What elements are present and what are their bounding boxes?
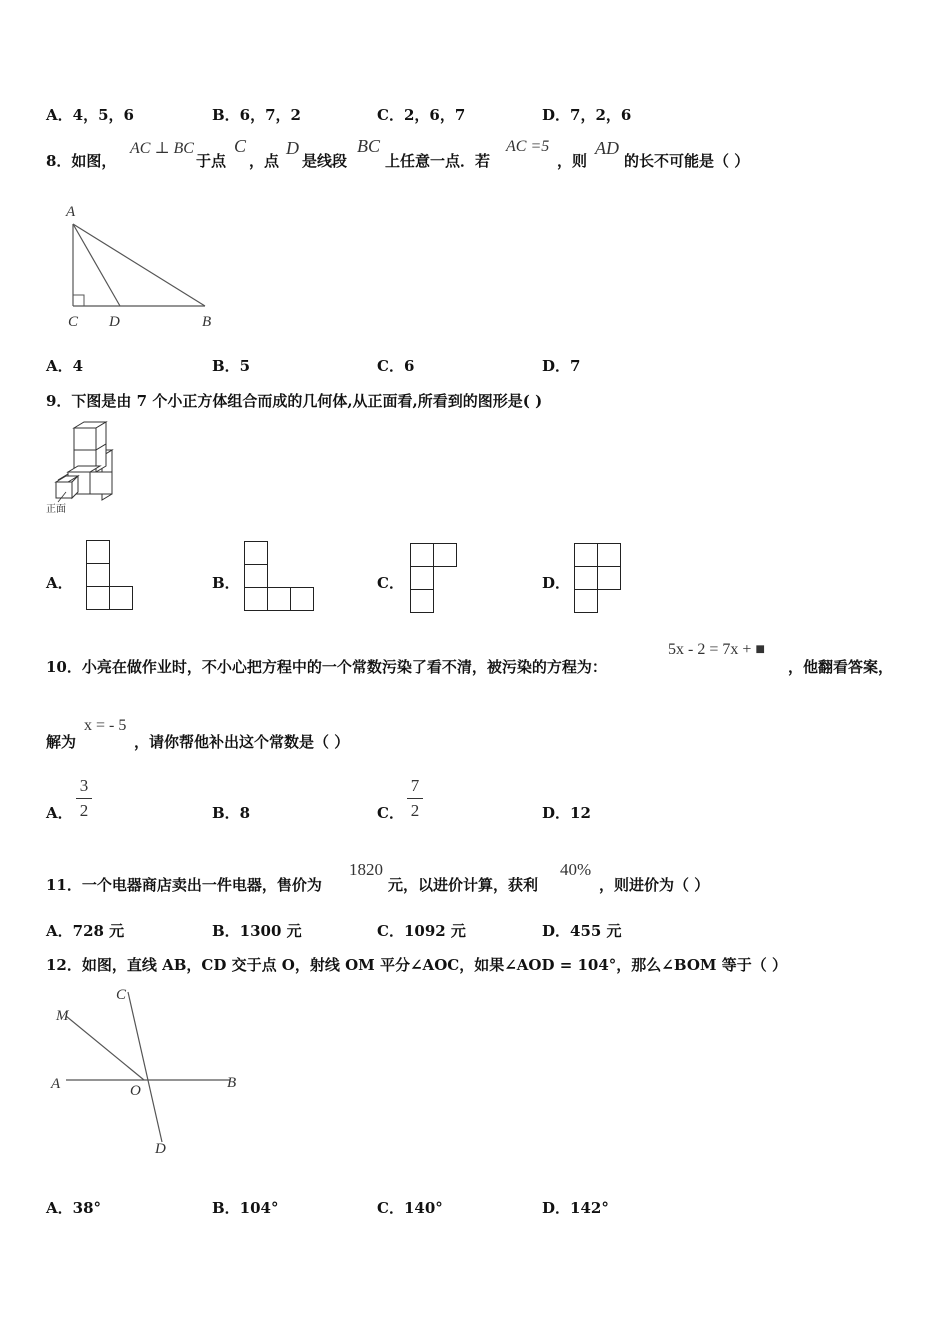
q9-b-square xyxy=(290,587,314,611)
q8-triangle-figure xyxy=(50,198,230,338)
q12-label-b: B xyxy=(227,1075,237,1091)
q11-end: ，则进价为（ ） xyxy=(599,876,710,894)
q12-option-a: A．38° xyxy=(46,1199,102,1217)
q11-mid: 元，以进价计算，获利 xyxy=(388,876,539,894)
q10-line1-end: ，他翻看答案， xyxy=(788,658,894,676)
q9-option-d-figure xyxy=(574,543,624,613)
q10-a-numerator: 3 xyxy=(79,776,89,795)
q9-b-square xyxy=(244,587,268,611)
q12-stem: 12．如图，直线 AB，CD 交于点 O，射线 OM 平分∠AOC，如果∠AOD = 104°，那么∠BOM 等于（ ） xyxy=(46,956,787,974)
q10-option-c-fraction xyxy=(407,776,423,821)
q9-front-label: 正面 xyxy=(46,504,66,515)
q12-option-b: B．104° xyxy=(212,1199,279,1217)
q8-text-4: 上任意一点．若 xyxy=(385,152,491,170)
q8-option-a: A．4 xyxy=(46,357,84,375)
q10-line1: 10．小亮在做作业时，不小心把方程中的一个常数污染了看不清，被污染的方程为： xyxy=(46,658,607,676)
q8-prefix: 8．如图， xyxy=(46,152,117,170)
q8-label-a: A xyxy=(66,204,76,220)
q10-equation: 5x - 2 = 7x + ■ xyxy=(668,641,766,658)
q7-option-c: C．2，6，7 xyxy=(377,106,466,124)
q9-a-square xyxy=(109,586,133,610)
q12-label-c: C xyxy=(116,987,127,1003)
q11-price: 1820 xyxy=(349,860,383,879)
q9-d-square xyxy=(574,543,598,567)
q10-option-c-letter: C． xyxy=(377,804,404,822)
q8-option-b: B．5 xyxy=(212,357,251,375)
q8-math-c: C xyxy=(234,136,247,156)
q11-prefix: 11．一个电器商店卖出一件电器，售价为 xyxy=(46,876,322,894)
q8-math-ac5: AC =5 xyxy=(506,138,550,155)
q7-option-a: A．4，5，6 xyxy=(46,106,134,124)
q8-label-c: C xyxy=(68,314,79,330)
q12-label-m: M xyxy=(56,1008,69,1024)
q10-solution: x = - 5 xyxy=(84,717,127,734)
q9-b-square xyxy=(244,541,268,565)
q9-c-square xyxy=(433,543,457,567)
q9-b-square xyxy=(244,564,268,588)
q8-math-perp: AC ⊥ BC xyxy=(130,140,194,157)
q8-label-b: B xyxy=(202,314,212,330)
q10-c-numerator: 7 xyxy=(410,776,420,795)
q9-c-square xyxy=(410,589,434,613)
q8-text-1: 于点 xyxy=(196,152,227,170)
q12-lines-figure xyxy=(44,982,244,1162)
q8-text-6: 的长不可能是（ ） xyxy=(624,152,750,170)
q12-option-d: D．142° xyxy=(542,1199,609,1217)
q9-d-square xyxy=(597,543,621,567)
q10-line2-end: ，请你帮他补出这个常数是（ ） xyxy=(134,733,350,751)
q7-option-d: D．7，2，6 xyxy=(542,106,632,124)
q11-option-c: C．1092 元 xyxy=(377,922,466,940)
q9-a-square xyxy=(86,586,110,610)
q10-option-b: B．8 xyxy=(212,804,251,822)
q11-option-d: D．455 元 xyxy=(542,922,622,940)
q9-d-square xyxy=(597,566,621,590)
q9-a-square xyxy=(86,540,110,564)
q11-option-a: A．728 元 xyxy=(46,922,125,940)
q12-label-d: D xyxy=(155,1141,166,1157)
q12-label-a: A xyxy=(51,1076,61,1092)
q8-math-d: D xyxy=(286,138,299,158)
q8-label-d: D xyxy=(109,314,120,330)
q9-c-square xyxy=(410,543,434,567)
q8-text-5: ，则 xyxy=(557,152,588,170)
q10-line2-prefix: 解为 xyxy=(46,733,77,751)
q9-option-b-letter: B． xyxy=(212,574,240,592)
q9-option-a-figure xyxy=(86,540,136,608)
q9-option-a-letter: A． xyxy=(46,574,73,592)
q9-c-square xyxy=(410,566,434,590)
q8-text-2: ，点 xyxy=(249,152,280,170)
q9-b-square xyxy=(267,587,291,611)
q12-label-o: O xyxy=(130,1083,141,1099)
q9-option-d-letter: D． xyxy=(542,574,571,592)
q9-option-c-letter: C． xyxy=(377,574,404,592)
q8-option-c: C．6 xyxy=(377,357,415,375)
q12-option-c: C．140° xyxy=(377,1199,443,1217)
q9-stem: 9．下图是由 7 个小正方体组合而成的几何体,从正面看,所看到的图形是( ) xyxy=(46,392,543,410)
q10-option-a-fraction xyxy=(76,776,92,821)
q9-cube-figure xyxy=(44,420,124,516)
q7-option-b: B．6，7，2 xyxy=(212,106,301,124)
q9-option-b-figure xyxy=(244,541,318,611)
q11-profit: 40% xyxy=(560,860,592,879)
q8-math-bc: BC xyxy=(357,136,381,156)
q8-text-3: 是线段 xyxy=(302,152,348,170)
q8-math-ad: AD xyxy=(595,138,619,158)
q10-option-d: D．12 xyxy=(542,804,591,822)
q9-d-square xyxy=(574,566,598,590)
q9-a-square xyxy=(86,563,110,587)
q10-c-denominator: 2 xyxy=(410,801,420,820)
q9-option-c-figure xyxy=(410,543,460,613)
q10-a-denominator: 2 xyxy=(79,801,89,820)
q8-option-d: D．7 xyxy=(542,357,581,375)
q10-option-a-letter: A． xyxy=(46,804,73,822)
q9-d-square xyxy=(574,589,598,613)
q11-option-b: B．1300 元 xyxy=(212,922,302,940)
